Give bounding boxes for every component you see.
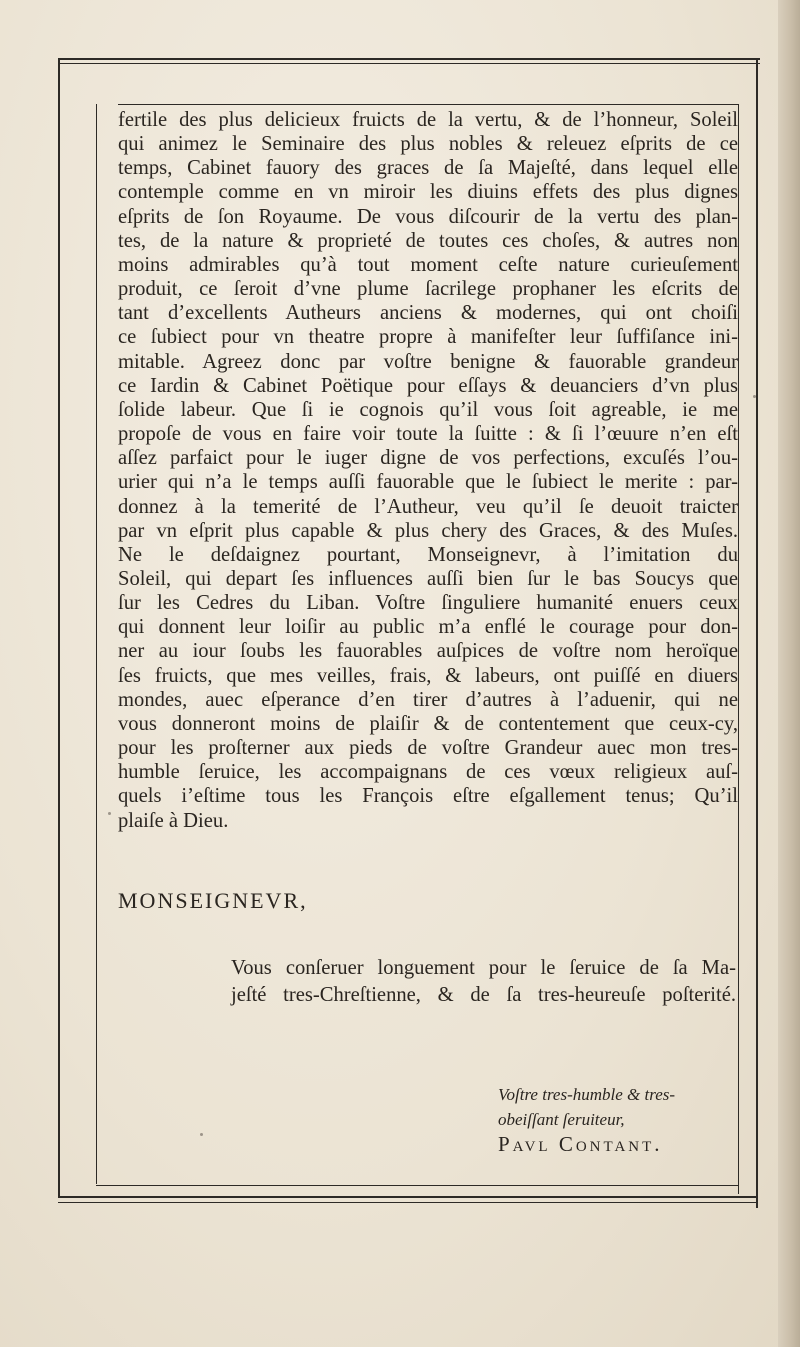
body-line: produit, ce ſeroit d’vne plume ſacrilege prophaner les eſcrits de xyxy=(118,278,738,301)
body-line: tes, de la nature & proprieté de toutes ces choſes, & autres non xyxy=(118,229,738,252)
right-border-inner xyxy=(738,104,739,1194)
inner-top-rule xyxy=(118,104,738,105)
page-edge xyxy=(778,0,800,1347)
body-line: mondes, auec eſperance d’en tirer d’autres à l’aduenir, qui ne xyxy=(118,688,738,711)
body-line: urier qui n’a le temps auſſi fauorable que le ſubiect le merite : par- xyxy=(118,471,738,494)
top-double-rule-outer xyxy=(60,58,760,60)
closing-text xyxy=(231,955,736,1009)
body-line: fertile des plus delicieux fruicts de la vertu, & de l’honneur, Soleil xyxy=(118,109,738,131)
body-line: contemple comme en vn miroir les diuins effets des plus dignes xyxy=(118,181,738,204)
bottom-rule-inner xyxy=(96,1185,738,1186)
body-line: quels i’eſtime tous les François eſtre eſgallement tenus; Qu’il xyxy=(118,785,738,808)
left-border-outer xyxy=(58,58,60,1198)
right-border-outer xyxy=(756,58,758,1208)
body-line: ſolide labeur. Que ſi ie cognois qu’il vous ſoit agreable, ie me xyxy=(118,398,738,421)
body-line: eſprits de ſon Royaume. De vous diſcourir de la vertu des plan- xyxy=(118,205,738,228)
body-line: temps, Cabinet fauory des graces de ſa Majeſté, dans lequel elle xyxy=(118,157,738,180)
body-line: mitable. Agreez donc par voſtre benigne & fauorable grandeur xyxy=(118,350,738,373)
body-line: tant d’excellents Autheurs anciens & modernes, qui ont choiſi xyxy=(118,302,738,325)
signature-line: Voſtre tres-humble & tres- xyxy=(498,1085,676,1104)
bottom-double-rule-lower xyxy=(58,1202,758,1203)
bottom-double-rule-outer xyxy=(58,1196,758,1198)
body-line: propoſe de vous en faire voir toute la ſuitte : & ſi l’œuure n’en eſt xyxy=(118,423,738,446)
top-double-rule-inner xyxy=(60,63,760,64)
ink-speck xyxy=(108,812,111,815)
body-line: vous donneront moins de plaiſir & de contentement que ceux-cy, xyxy=(118,712,738,735)
body-line: ner au iour ſoubs les fauorables auſpices de voſtre nom heroïque xyxy=(118,640,738,663)
ink-speck xyxy=(200,1133,203,1136)
body-line: qui donnent leur loiſir au public m’a enflé le courage pour don- xyxy=(118,616,738,639)
body-line: moins admirables qu’à tout moment ceſte nature curieuſement xyxy=(118,253,738,276)
signature-name: Pavl Contant. xyxy=(498,1132,663,1156)
ink-speck xyxy=(753,395,756,398)
body-line: aſſez parfaict pour le iuger digne de vos perfections, excuſés l’ou- xyxy=(118,447,738,470)
body-line: donnez à la temerité de l’Autheur, veu qu’il ſe deuoit traicter xyxy=(118,495,738,518)
closing-line: jeſté tres-Chreſtienne, & de ſa tres-heureuſe poſterité. xyxy=(231,984,736,1006)
body-line: Soleil, qui depart ſes influences auſſi bien ſur le bas Soucys que xyxy=(118,567,738,590)
body-line: qui animez le Seminaire des plus nobles & releuez eſprits de ce xyxy=(118,133,738,156)
body-line: par vn eſprit plus capable & plus chery des Graces, & des Muſes. xyxy=(118,519,738,542)
salutation: MONSEIGNEVR, xyxy=(118,888,308,913)
closing-line: Vous conſeruer longuement pour le ſeruice de ſa Ma- xyxy=(231,957,736,979)
body-line: Ne le deſdaignez pourtant, Monseignevr, à l’imitation du xyxy=(118,543,738,566)
body-line: pour les proſterner aux pieds de voſtre Grandeur auec mon tres- xyxy=(118,737,738,760)
body-line: ce ſubiect pour vn theatre propre à manifeſter leur ſuffiſance ini- xyxy=(118,326,738,349)
body-line: humble ſeruice, les accompaignans de ces vœux religieux auſ- xyxy=(118,761,738,784)
body-line: ce Iardin & Cabinet Poëtique pour eſſays & deuanciers d’vn plus xyxy=(118,374,738,397)
body-line: plaiſe à Dieu. xyxy=(118,809,229,832)
body-line: ſur les Cedres du Liban. Voſtre ſinguliere humanité enuers ceux xyxy=(118,592,738,615)
left-border-inner xyxy=(96,104,97,1184)
signature-line: obeiſſant ſeruiteur, xyxy=(498,1110,625,1129)
body-text xyxy=(118,108,738,833)
signature-block xyxy=(498,1082,738,1157)
body-line: ſes fruicts, que mes veilles, frais, & labeurs, ont puiſſé en diuers xyxy=(118,664,738,687)
